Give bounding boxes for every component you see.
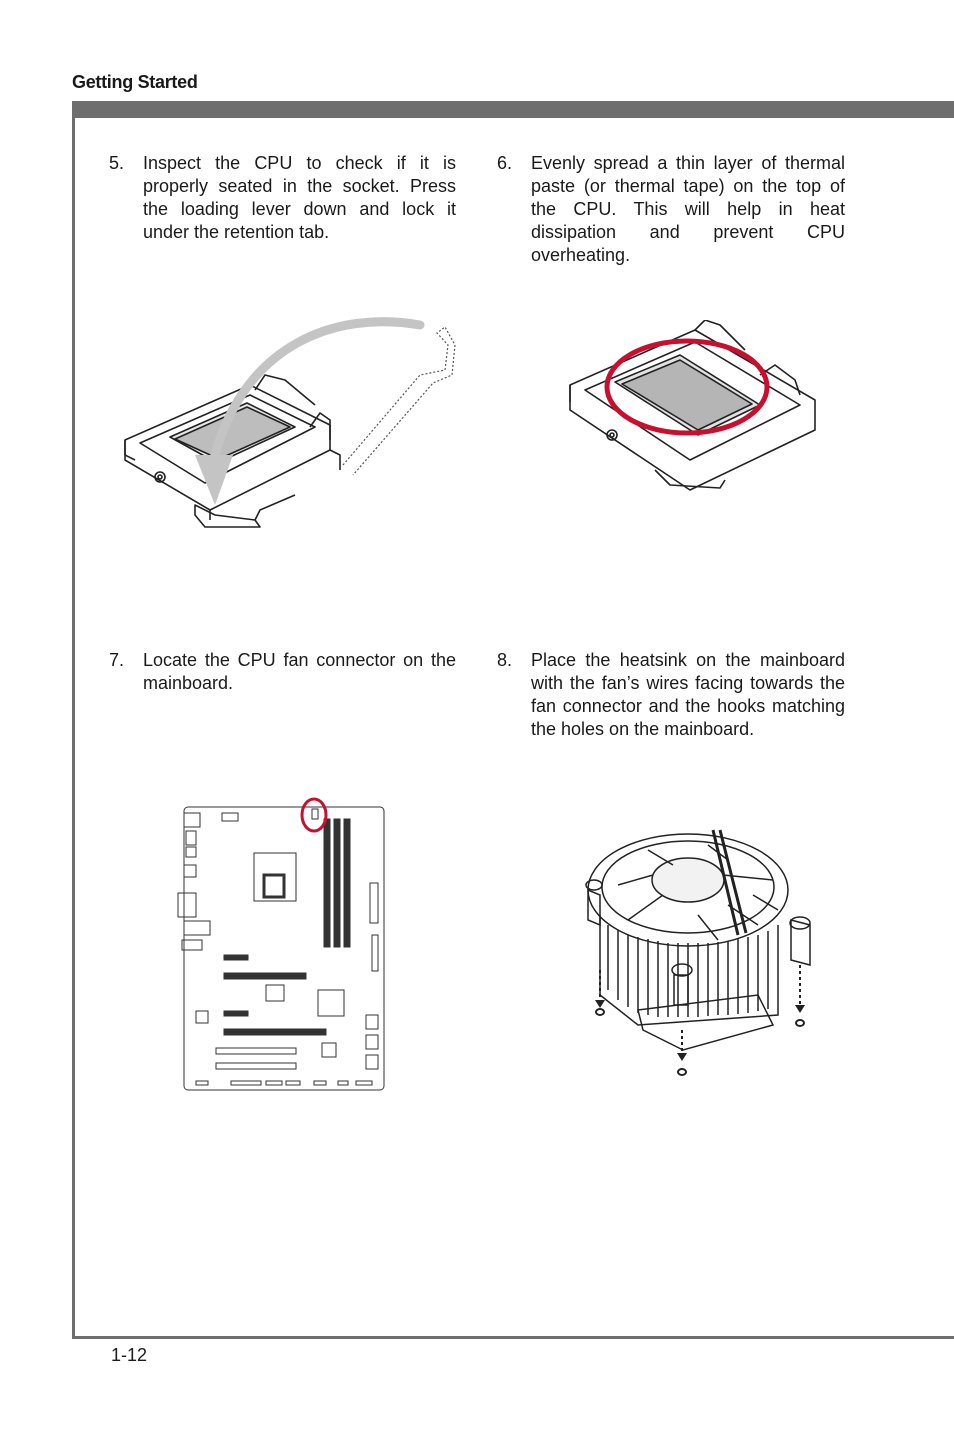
header-bar <box>72 101 954 118</box>
left-rule <box>72 101 75 1339</box>
step-8-number: 8. <box>497 650 513 670</box>
cpu-socket-lever-illustration <box>115 315 460 535</box>
step-8 <box>497 649 845 741</box>
page-number: 1-12 <box>111 1345 148 1365</box>
bottom-rule <box>72 1336 954 1339</box>
step-8-text: Place the heatsink on the mainboard with the fan’s wires facing towards the fan connector and the hooks matching the holes on the mainboard. <box>531 650 845 739</box>
step-6 <box>497 152 845 267</box>
step-5 <box>109 152 456 244</box>
step-7-text: Locate the CPU fan connector on the mainboard. <box>143 650 456 693</box>
mainboard-layout-illustration <box>176 795 388 1095</box>
step-5-number: 5. <box>109 153 125 173</box>
step-5-text: Inspect the CPU to check if it is properly seated in the socket. Press the loading lever down and lock it under the retention tab. <box>143 153 456 242</box>
step-7-number: 7. <box>109 650 125 670</box>
step-6-text: Evenly spread a thin layer of thermal paste (or thermal tape) on the top of the CPU. This will help in heat dissipation and prevent CPU overheating. <box>531 153 845 265</box>
cpu-thermal-paste-illustration <box>560 320 825 495</box>
step-6-number: 6. <box>497 153 513 173</box>
heatsink-fan-illustration <box>578 825 818 1080</box>
section-title: Getting Started <box>72 72 198 92</box>
step-7 <box>109 649 456 695</box>
